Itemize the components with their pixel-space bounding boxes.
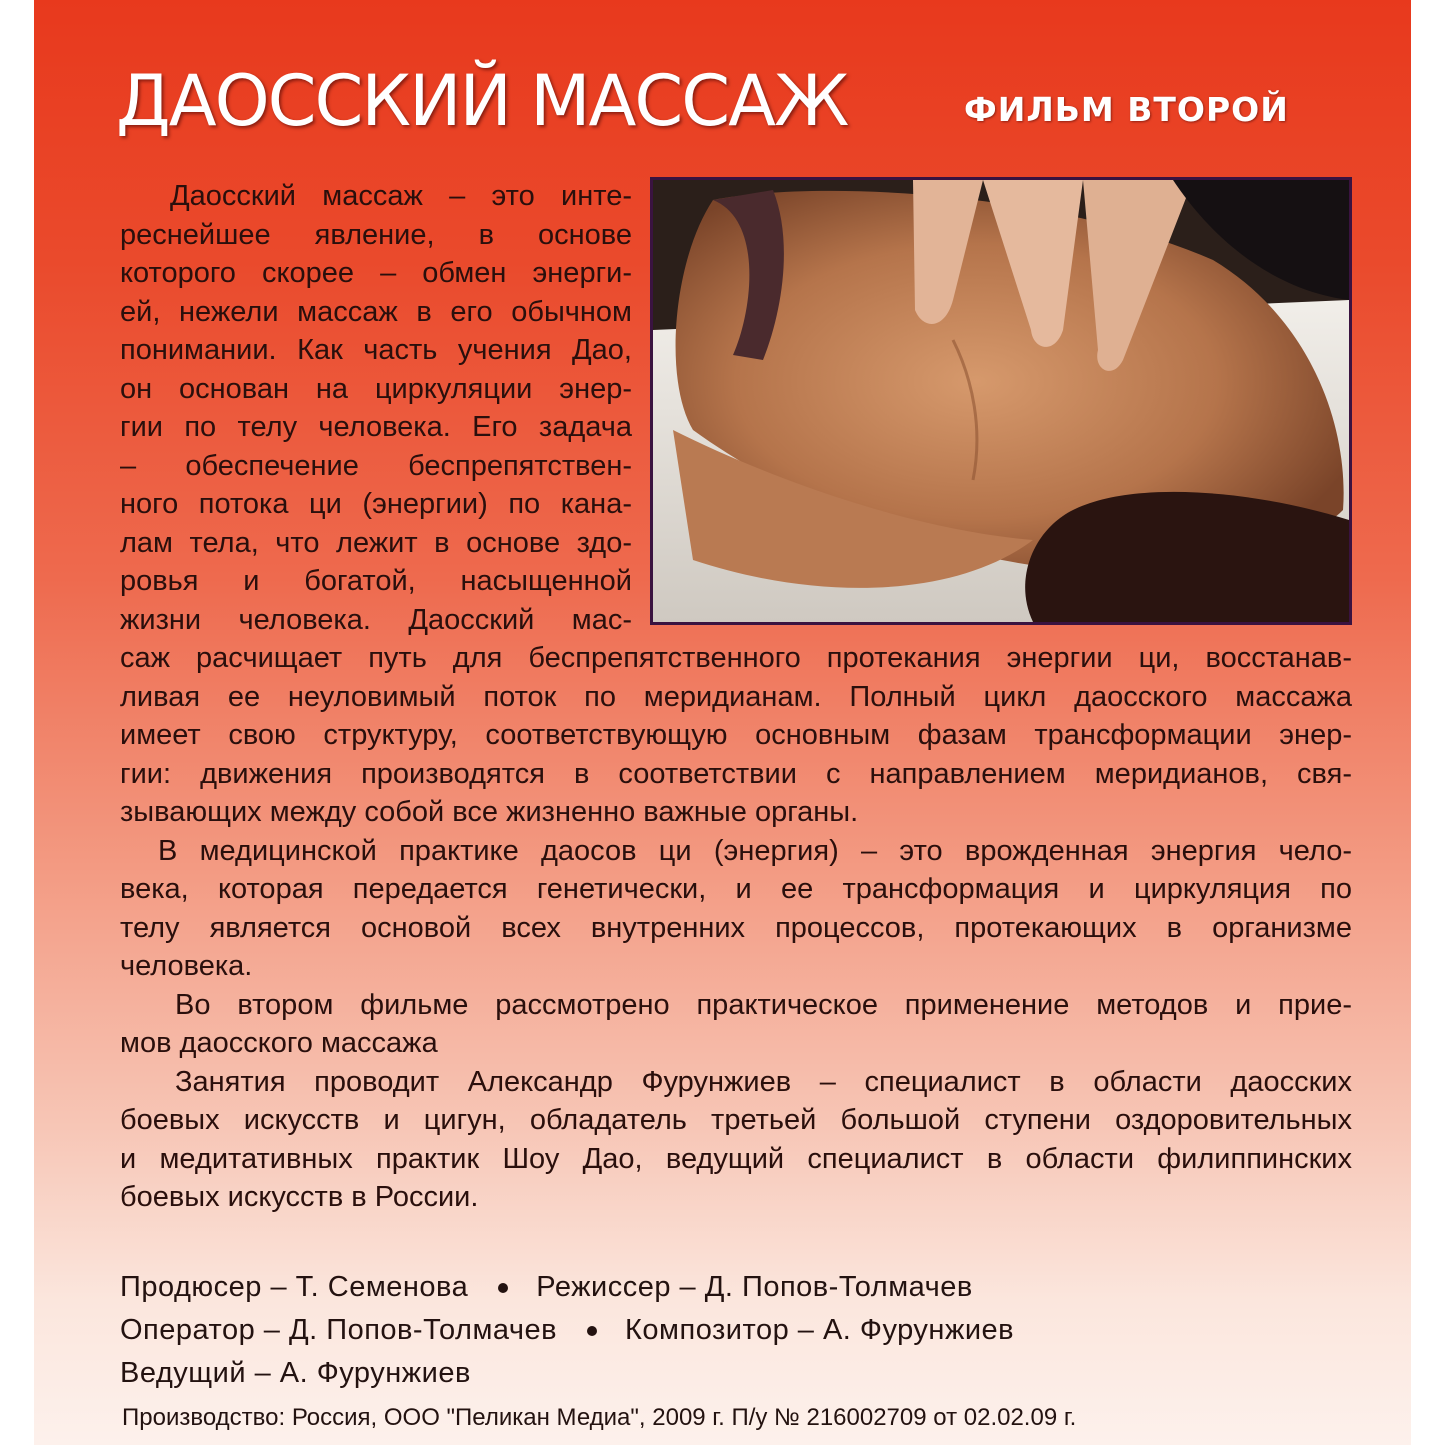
credit-composer: Композитор – А. Фурунжиев (625, 1314, 1015, 1346)
text-line: ровья и богатой, насыщенной (120, 565, 632, 597)
bullet-icon (587, 1326, 597, 1336)
text-line: ей, нежели массаж в его обычном (120, 295, 632, 328)
text-line: имеет свою структуру, соответствующую основным фазам трансформации энер- (120, 719, 1352, 751)
credits (120, 1266, 1014, 1395)
dvd-back-cover (34, 0, 1411, 1445)
text-line: Занятия проводит Александр Фурунжиев – специалист в области даосских (175, 1065, 1352, 1098)
credit-line (120, 1352, 1014, 1395)
text-line: – обеспечение беспрепятствен- (120, 449, 632, 482)
header (116, 60, 1316, 150)
text-line: человека. (120, 950, 253, 982)
text-line: зывающих между собой все жизненно важные органы. (120, 796, 859, 828)
text-line: гии по телу человека. Его задача (120, 411, 632, 443)
text-line: Во втором фильме рассмотрено практическое применение методов и прие- (175, 988, 1352, 1021)
text-line: боевых искусств и цигун, обладатель третьей большой ступени оздоровительных (120, 1104, 1352, 1136)
credit-line (120, 1309, 1014, 1352)
text-line: и медитативных практик Шоу Дао, ведущий специалист в области филиппинских (120, 1142, 1352, 1175)
text-line: понимании. Как часть учения Дао, (120, 334, 632, 366)
credit-line (120, 1266, 1014, 1309)
production-info: Производство: Россия, ООО "Пеликан Медиа", 2009 г. П/у № 216002709 от 02.02.09 г. (122, 1404, 1077, 1431)
text-line: которого скорее – обмен энерги- (120, 257, 632, 289)
text-line: мов даосского массажа (120, 1027, 438, 1059)
text-line: века, которая передается генетически, и ее трансформация и циркуляция по (120, 873, 1352, 905)
credit-director: Режиссер – Д. Попов-Толмачев (536, 1271, 973, 1303)
text-line: лам тела, что лежит в основе здо- (120, 526, 632, 559)
massage-photo-icon (653, 180, 1349, 622)
text-line: жизни человека. Даосский мас- (120, 603, 632, 636)
text-line: ного потока ци (энергии) по кана- (120, 488, 632, 520)
text-line: ливая ее неуловимый поток по меридианам. Полный цикл даосского массажа (120, 680, 1352, 713)
credit-host: Ведущий – А. Фурунжиев (120, 1357, 471, 1389)
text-line: реснейшее явление, в основе (120, 218, 632, 251)
intro-text-wrapped (120, 177, 632, 639)
credit-operator: Оператор – Д. Попов-Толмачев (120, 1314, 558, 1346)
text-line: гии: движения производятся в соответствии с направлением меридианов, свя- (120, 757, 1352, 790)
text-line: он основан на циркуляции энер- (120, 372, 632, 405)
text-line: боевых искусств в России. (120, 1181, 479, 1213)
bullet-icon (498, 1283, 508, 1293)
massage-photo (650, 177, 1352, 625)
text-line: телу является основой всех внутренних процессов, протекающих в организме (120, 911, 1352, 944)
page-title: ДАОССКИЙ МАССАЖ (116, 60, 848, 142)
text-line: саж расчищает путь для беспрепятственного протекания энергии ци, восстанав- (120, 642, 1352, 674)
credit-producer: Продюсер – Т. Семенова (120, 1271, 469, 1303)
main-text (120, 639, 1352, 1217)
text-line: В медицинской практике даосов ци (энергия) – это врожденная энергия чело- (158, 834, 1352, 867)
text-line: Даосский массаж – это инте- (170, 180, 632, 212)
page-subtitle: ФИЛЬМ ВТОРОЙ (964, 90, 1289, 129)
